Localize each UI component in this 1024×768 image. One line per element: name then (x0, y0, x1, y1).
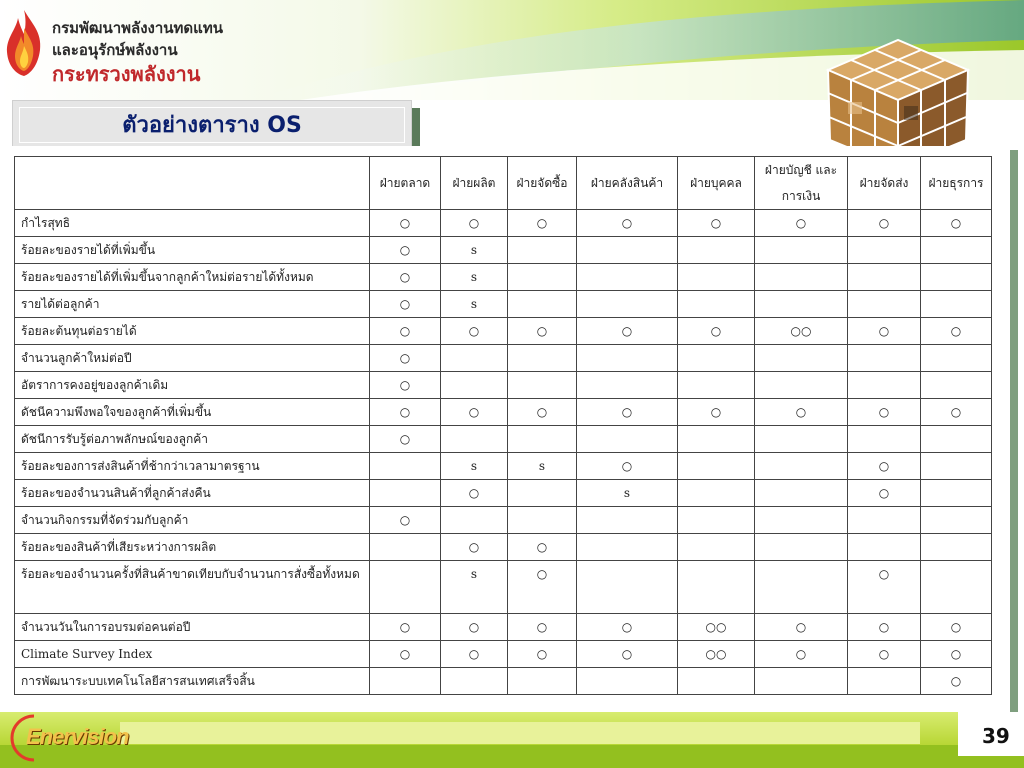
table-cell: ○ (848, 318, 921, 345)
table-cell (508, 237, 577, 264)
table-cell (678, 237, 755, 264)
row-label-cell: การพัฒนาระบบเทคโนโลยีสารสนเทศเสร็จสิ้น (15, 668, 370, 695)
table-cell: ○ (370, 614, 441, 641)
table-cell (848, 668, 921, 695)
ministry-name: กระทรวงพลังงาน (52, 62, 201, 86)
table-row (15, 668, 992, 695)
table-cell (678, 453, 755, 480)
org-name-line1: กรมพัฒนาพลังงานทดแทน (52, 19, 223, 37)
footer-highlight (120, 722, 920, 744)
table-cell (508, 264, 577, 291)
title-box (12, 100, 412, 150)
table-cell (921, 372, 992, 399)
table-row (15, 426, 992, 453)
table-cell: s (441, 291, 508, 318)
table-cell (441, 372, 508, 399)
table-cell (577, 291, 678, 318)
table-cell: ○ (848, 561, 921, 614)
table-cell (921, 561, 992, 614)
table-cell: ○ (441, 399, 508, 426)
table-cell (848, 237, 921, 264)
table-cell: ○ (577, 453, 678, 480)
table-cell (848, 507, 921, 534)
table-cell (678, 668, 755, 695)
table-row (15, 453, 992, 480)
table-cell (755, 372, 848, 399)
table-cell: ○ (370, 399, 441, 426)
table-cell: ○ (508, 561, 577, 614)
table-cell (755, 668, 848, 695)
table-cell (921, 534, 992, 561)
table-cell (577, 426, 678, 453)
table-cell (678, 507, 755, 534)
table-cell (370, 480, 441, 507)
row-label-cell: ดัชนีความพึงพอใจของลูกค้าที่เพิ่มขึ้น (15, 399, 370, 426)
table-cell: ○○ (678, 641, 755, 668)
table-cell: s (441, 237, 508, 264)
table-cell: ○ (370, 318, 441, 345)
table-cell: ○ (508, 614, 577, 641)
table-cell: s (441, 264, 508, 291)
table-cell (848, 372, 921, 399)
table-cell (678, 264, 755, 291)
table-cell: ○ (441, 318, 508, 345)
table-cell (508, 426, 577, 453)
table-cell: ○ (577, 318, 678, 345)
table-cell (508, 668, 577, 695)
table-cell (441, 668, 508, 695)
table-cell: ○ (370, 210, 441, 237)
table-cell: ○ (577, 210, 678, 237)
table-cell: s (441, 453, 508, 480)
row-label-cell: ร้อยละของรายได้ที่เพิ่มขึ้น (15, 237, 370, 264)
table-cell: ○ (577, 399, 678, 426)
table-cell (577, 264, 678, 291)
table-cell (755, 345, 848, 372)
table-row (15, 507, 992, 534)
table-cell: ○ (508, 399, 577, 426)
table-cell (848, 291, 921, 318)
table-row (15, 614, 992, 641)
table-cell: ○ (848, 614, 921, 641)
table-cell (921, 453, 992, 480)
row-label-cell: ร้อยละของสินค้าที่เสียระหว่างการผลิต (15, 534, 370, 561)
table-cell (508, 372, 577, 399)
table-cell: ○ (441, 614, 508, 641)
table-cell (370, 534, 441, 561)
row-label-cell: รายได้ต่อลูกค้า (15, 291, 370, 318)
table-cell: s (508, 453, 577, 480)
org-name-line2: และอนุรักษ์พลังงาน (52, 41, 178, 59)
table-cell: ○ (848, 641, 921, 668)
table-cell: ○ (848, 480, 921, 507)
table-cell (755, 480, 848, 507)
table-cell (441, 426, 508, 453)
os-table (14, 156, 992, 695)
table-cell: ○ (848, 399, 921, 426)
table-cell (441, 507, 508, 534)
table-cell (678, 345, 755, 372)
footer-bar-bottom (0, 745, 1024, 768)
header-cell-marketing: ฝ่ายตลาด (370, 157, 441, 210)
table-cell: ○ (441, 210, 508, 237)
row-label-cell: กำไรสุทธิ (15, 210, 370, 237)
table-row (15, 480, 992, 507)
table-row (15, 318, 992, 345)
table-cell: ○ (577, 641, 678, 668)
table-cell (678, 426, 755, 453)
table-cell (577, 534, 678, 561)
table-row (15, 345, 992, 372)
table-cell: ○ (508, 318, 577, 345)
row-label-cell: อัตราการคงอยู่ของลูกค้าเดิม (15, 372, 370, 399)
row-label-cell: ร้อยละต้นทุนต่อรายได้ (15, 318, 370, 345)
table-row (15, 534, 992, 561)
header-cell-production: ฝ่ายผลิต (441, 157, 508, 210)
table-cell: ○ (755, 210, 848, 237)
table-cell (755, 561, 848, 614)
table-cell (577, 668, 678, 695)
table-cell (577, 345, 678, 372)
header-cell-finance: ฝ่ายบัญชี และการเงิน (755, 157, 848, 210)
table-cell (755, 453, 848, 480)
table-cell (508, 507, 577, 534)
table-cell (755, 534, 848, 561)
row-label-cell: ร้อยละของการส่งสินค้าที่ช้ากว่าเวลามาตรฐาน (15, 453, 370, 480)
row-label-cell: ร้อยละของจำนวนสินค้าที่ลูกค้าส่งคืน (15, 480, 370, 507)
table-cell (577, 561, 678, 614)
table-cell (508, 291, 577, 318)
table-cell (755, 264, 848, 291)
table-cell: ○ (508, 534, 577, 561)
table-cell: ○ (921, 210, 992, 237)
table-cell (577, 507, 678, 534)
table-cell: ○○ (678, 614, 755, 641)
table-cell (755, 426, 848, 453)
table-cell (678, 561, 755, 614)
table-cell (921, 237, 992, 264)
table-cell: s (577, 480, 678, 507)
table-cell: ○ (678, 210, 755, 237)
table-cell: ○ (577, 614, 678, 641)
header-cell-label (15, 157, 370, 210)
table-cell: ○ (370, 237, 441, 264)
table-row (15, 210, 992, 237)
table-cell: ○ (370, 372, 441, 399)
table-cell: ○ (848, 210, 921, 237)
table-row (15, 291, 992, 318)
row-label-cell: จำนวนลูกค้าใหม่ต่อปี (15, 345, 370, 372)
table-cell (848, 345, 921, 372)
table-cell (441, 345, 508, 372)
row-label-cell: ร้อยละของรายได้ที่เพิ่มขึ้นจากลูกค้าใหม่ต่อรายได้ทั้งหมด (15, 264, 370, 291)
table-cell (678, 534, 755, 561)
table-cell (848, 534, 921, 561)
table-cell: ○ (921, 318, 992, 345)
table-cell (577, 372, 678, 399)
table-cell (370, 453, 441, 480)
table-cell: ○○ (755, 318, 848, 345)
header-cell-warehouse: ฝ่ายคลังสินค้า (577, 157, 678, 210)
table-cell (678, 372, 755, 399)
table-cell: ○ (370, 264, 441, 291)
flame-logo-icon (2, 8, 46, 78)
table-cell (508, 480, 577, 507)
table-cell (370, 561, 441, 614)
table-cell: ○ (755, 641, 848, 668)
table-cell (921, 480, 992, 507)
table-cell (755, 237, 848, 264)
table-cell: ○ (755, 614, 848, 641)
table-row (15, 264, 992, 291)
table-cell: ○ (441, 480, 508, 507)
table-header-row (15, 157, 992, 210)
table-cell: ○ (508, 210, 577, 237)
table-cell (508, 345, 577, 372)
page-number: 39 (982, 724, 1010, 748)
table-cell: ○ (678, 399, 755, 426)
table-cell: ○ (678, 318, 755, 345)
header-cell-purchasing: ฝ่ายจัดซื้อ (508, 157, 577, 210)
table-cell: ○ (921, 641, 992, 668)
table-cell (370, 668, 441, 695)
table-cell (848, 426, 921, 453)
table-cell (921, 291, 992, 318)
table-cell: ○ (441, 641, 508, 668)
table-cell: ○ (921, 399, 992, 426)
table-cell (577, 237, 678, 264)
row-label-cell: จำนวนกิจกรรมที่จัดร่วมกับลูกค้า (15, 507, 370, 534)
table-cell (848, 264, 921, 291)
table-row (15, 399, 992, 426)
table-cell: ○ (755, 399, 848, 426)
table-cell (755, 291, 848, 318)
table-cell: ○ (370, 641, 441, 668)
header-cell-admin: ฝ่ายธุรการ (921, 157, 992, 210)
table-cell (921, 345, 992, 372)
table-row (15, 561, 992, 614)
table-cell: ○ (848, 453, 921, 480)
table-cell (678, 291, 755, 318)
table-cell: s (441, 561, 508, 614)
ministry-logo (2, 6, 252, 86)
table-cell: ○ (508, 641, 577, 668)
table-row (15, 237, 992, 264)
table-cell (678, 480, 755, 507)
table-cell: ○ (370, 426, 441, 453)
row-label-cell: จำนวนวันในการอบรมต่อคนต่อปี (15, 614, 370, 641)
table-row (15, 372, 992, 399)
page-title: ตัวอย่างตาราง OS (19, 107, 405, 143)
table-cell (921, 426, 992, 453)
table-cell: ○ (370, 345, 441, 372)
table-cell (921, 264, 992, 291)
table-cell: ○ (370, 507, 441, 534)
header-cell-shipping: ฝ่ายจัดส่ง (848, 157, 921, 210)
row-label-cell: Climate Survey Index (15, 641, 370, 668)
table-cell: ○ (441, 534, 508, 561)
table-cell: ○ (921, 668, 992, 695)
enervision-logo-text: Enervision (26, 724, 129, 749)
table-cell: ○ (921, 614, 992, 641)
row-label-cell: ดัชนีการรับรู้ต่อภาพลักษณ์ของลูกค้า (15, 426, 370, 453)
table-cell (755, 507, 848, 534)
table-row (15, 641, 992, 668)
table-cell: ○ (370, 291, 441, 318)
table-cell (921, 507, 992, 534)
row-label-cell: ร้อยละของจำนวนครั้งที่สินค้าขาดเทียบกับจำนวนการสั่งซื้อทั้งหมด (15, 561, 370, 614)
header-cell-hr: ฝ่ายบุคคล (678, 157, 755, 210)
